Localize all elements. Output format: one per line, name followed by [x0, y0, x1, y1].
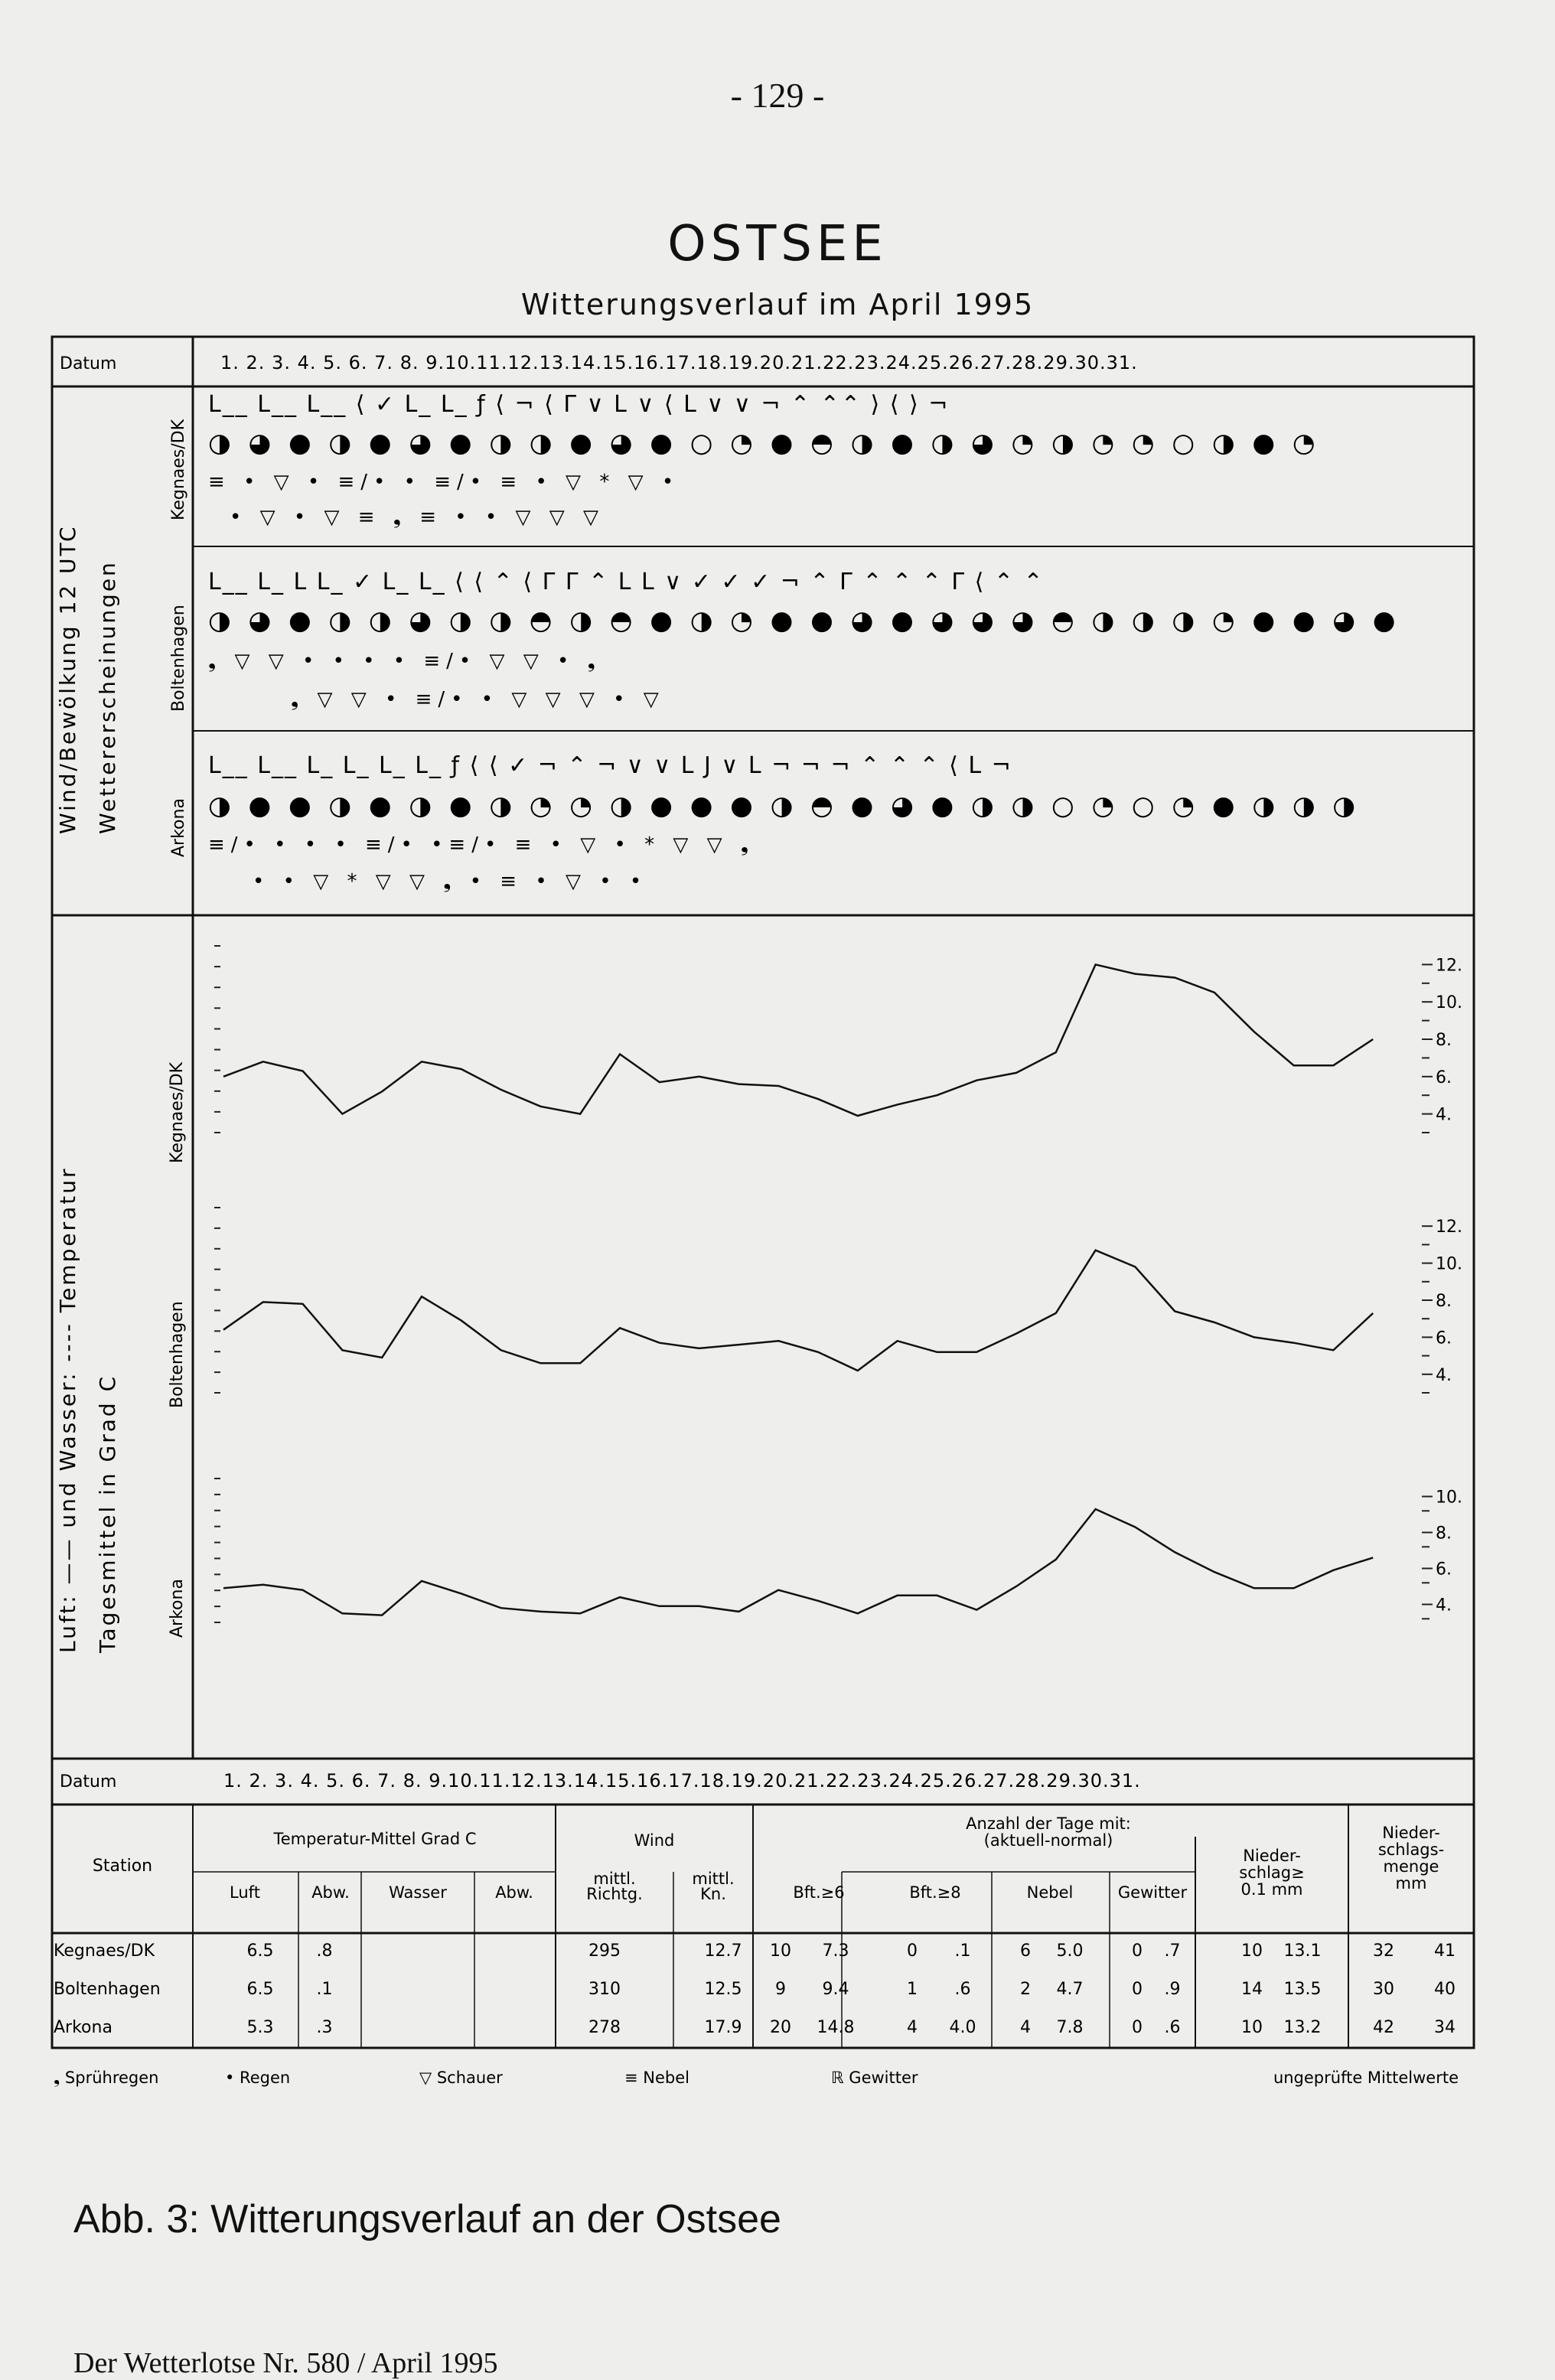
datum-label-top: Datum	[60, 354, 117, 373]
table-cell-station: Arkona	[54, 2018, 112, 2037]
legend-nebel: ≡ Nebel	[624, 2069, 689, 2087]
wind-row-arkona: L__ L__ L_ L_ L_ L_ ƒ ⟨ ⟨ ✓ ¬ ⌃ ¬ ∨ ∨ L J ∨ L ¬ ¬ ¬ ⌃ ⌃ ⌃ ⟨ L ¬	[208, 752, 1012, 779]
legend-regen: • Regen	[225, 2069, 291, 2087]
chart-subtitle: Witterungsverlauf im April 1995	[520, 288, 1035, 321]
datum-label-bottom: Datum	[60, 1772, 117, 1792]
th-richtg-2: Richtg.	[586, 1885, 643, 1903]
table-cell-menge_n: 41	[1434, 1941, 1456, 1961]
table-cell-abw: .3	[316, 2018, 333, 2037]
legend-gewitter: ℝ Gewitter	[831, 2069, 918, 2087]
table-cell-gew_a: 0	[1132, 1980, 1143, 1999]
temp-station-label-kegnaes: Kegnaes/DK	[168, 1061, 187, 1163]
y-tick-label: 10.	[1436, 993, 1462, 1013]
table-cell-nebel_n: 7.8	[1056, 2018, 1084, 2037]
th-days-subgroup: (aktuell-normal)	[983, 1831, 1113, 1850]
table-cell-gew_n: .9	[1164, 1980, 1181, 1999]
table-cell-gew_a: 0	[1132, 2018, 1143, 2037]
th-menge-2: schlags-	[1377, 1840, 1445, 1859]
th-wasser: Wasser	[389, 1883, 447, 1902]
th-nied-3: 0.1 mm	[1240, 1880, 1303, 1899]
y-tick-label: 10.	[1436, 1254, 1462, 1274]
wind-row-kegnaes: L__ L__ L__ ⟨ ✓ L_ L_ ƒ ⟨ ¬ ⟨ Γ ∨ L ∨ ⟨ L ∨ ∨ ¬ ⌃ ⌃⌃ ⟩ ⟨ ⟩ ¬	[208, 391, 950, 418]
temp-section-label-2: Tagesmittel in Grad C	[95, 1374, 120, 1653]
table-cell-nied_a: 10	[1241, 2018, 1263, 2037]
y-tick-label: 8.	[1436, 1524, 1452, 1544]
table-cell-nied_n: 13.5	[1283, 1980, 1322, 1999]
th-abw1: Abw.	[311, 1883, 350, 1902]
table-cell-richtg: 278	[588, 2018, 621, 2037]
th-luft: Luft	[230, 1883, 260, 1902]
table-cell-gew_n: .7	[1164, 1941, 1181, 1961]
th-menge-4: mm	[1395, 1874, 1427, 1893]
table-cell-bft6_n: 14.8	[817, 2018, 855, 2037]
table-cell-bft8_a: 1	[907, 1980, 918, 1999]
legend-spruehregen: ❟ Sprühregen	[54, 2069, 159, 2087]
table-cell-bft8_n: .1	[954, 1941, 971, 1961]
table-cell-nebel_n: 4.7	[1056, 1980, 1084, 1999]
series-line-boltenhagen	[223, 1250, 1373, 1371]
table-cell-gew_a: 0	[1132, 1941, 1143, 1961]
cloud-row-kegnaes: ◑ ◕ ● ◑ ● ◕ ● ◑ ◑ ● ◕ ● ○ ◔ ● ◓ ◑ ● ◑ ◕ ◔ ◑ ◔ ◔ ○ ◑ ● ◔	[208, 428, 1320, 458]
weather-row2-kegnaes: • ▽ • ▽ ≡ ❟ ≡ • • ▽ ▽ ▽	[230, 506, 605, 529]
table-cell-richtg: 295	[588, 1941, 621, 1961]
table-cell-menge_n: 40	[1434, 1980, 1456, 1999]
table-cell-nied_n: 13.2	[1283, 2018, 1322, 2037]
table-cell-bft6_a: 10	[770, 1941, 791, 1961]
statistics-table-rows	[54, 1941, 1456, 2037]
table-cell-luft: 6.5	[246, 1980, 274, 1999]
weather-row1-boltenhagen: ❟ ▽ ▽ • • • • ≡/• ▽ ▽ • ❟	[208, 650, 601, 673]
wetter-section-label: Wettererscheinungen	[95, 560, 120, 834]
y-tick-label: 4.	[1436, 1105, 1452, 1125]
table-cell-menge_a: 30	[1373, 1980, 1394, 1999]
series-line-kegnaes-dk	[223, 964, 1373, 1116]
table-cell-station: Boltenhagen	[54, 1980, 161, 1999]
days-header-bottom: 1. 2. 3. 4. 5. 6. 7. 8. 9.10.11.12.13.14.15.16.17.18.19.20.21.22.23.24.25.26.27.28.29.30.31.	[223, 1770, 1141, 1792]
table-cell-bft8_n: .6	[954, 1980, 971, 1999]
table-cell-abw: .1	[316, 1980, 333, 1999]
page-footer: Der Wetterlotse Nr. 580 / April 1995	[73, 2347, 498, 2379]
y-tick-label: 8.	[1436, 1292, 1452, 1311]
table-cell-nied_a: 10	[1241, 1941, 1263, 1961]
table-cell-bft8_a: 0	[907, 1941, 918, 1961]
table-cell-bft8_n: 4.0	[949, 2018, 976, 2037]
table-cell-luft: 5.3	[246, 2018, 274, 2037]
table-cell-bft6_n: 9.4	[822, 1980, 849, 1999]
table-cell-gew_n: .6	[1164, 2018, 1181, 2037]
table-cell-kn: 17.9	[704, 2018, 742, 2037]
th-temp-group: Temperatur-Mittel Grad C	[273, 1830, 477, 1848]
table-cell-menge_a: 32	[1373, 1941, 1394, 1961]
statistics-table	[52, 1805, 1474, 2048]
table-cell-kn: 12.7	[704, 1941, 742, 1961]
table-cell-nebel_n: 5.0	[1056, 1941, 1084, 1961]
th-menge-3: menge	[1383, 1857, 1439, 1876]
table-cell-nebel_a: 6	[1020, 1941, 1031, 1961]
table-cell-bft6_a: 20	[770, 2018, 791, 2037]
days-header-top: 1. 2. 3. 4. 5. 6. 7. 8. 9.10.11.12.13.14.15.16.17.18.19.20.21.22.23.24.25.26.27.28.29.30.31.	[220, 352, 1138, 373]
th-kn-1: mittl.	[692, 1870, 735, 1888]
station-label-boltenhagen: Boltenhagen	[169, 605, 188, 712]
table-cell-nebel_a: 2	[1020, 1980, 1031, 1999]
table-cell-nebel_a: 4	[1020, 2018, 1031, 2037]
table-cell-station: Kegnaes/DK	[54, 1941, 155, 1961]
th-nebel: Nebel	[1026, 1883, 1074, 1902]
table-cell-nied_n: 13.1	[1283, 1941, 1322, 1961]
table-cell-nied_a: 14	[1241, 1980, 1263, 1999]
wind-section-label: Wind/Bewölkung 12 UTC	[55, 524, 80, 834]
y-tick-label: 6.	[1436, 1560, 1452, 1580]
y-tick-label: 12.	[1436, 1218, 1462, 1237]
th-kn-2: Kn.	[700, 1885, 726, 1903]
y-tick-label: 12.	[1436, 956, 1462, 976]
temp-station-label-boltenhagen: Boltenhagen	[168, 1301, 187, 1408]
table-cell-abw: .8	[316, 1941, 333, 1961]
table-cell-bft6_a: 9	[775, 1980, 786, 1999]
th-richtg-1: mittl.	[593, 1870, 636, 1888]
table-cell-kn: 12.5	[704, 1980, 742, 1999]
chart-main-title: OSTSEE	[667, 216, 888, 272]
weather-row2-arkona: • • ▽ * ▽ ▽ ❟ • ≡ • ▽ • •	[253, 870, 648, 893]
th-bft8: Bft.≥8	[909, 1883, 961, 1902]
cloud-row-boltenhagen: ◑ ◕ ● ◑ ◑ ◕ ◑ ◑ ◓ ◑ ◓ ● ◑ ◔ ● ● ◕ ● ◕ ◕ ◕ ◓ ◑ ◑ ◑ ◔ ● ● ◕ ●	[208, 605, 1400, 636]
y-tick-label: 4.	[1436, 1596, 1452, 1615]
y-tick-label: 8.	[1436, 1031, 1452, 1050]
y-tick-label: 6.	[1436, 1329, 1452, 1348]
th-nied-2: schlag≥	[1239, 1863, 1305, 1882]
y-tick-label: 6.	[1436, 1068, 1452, 1087]
series-line-arkona	[223, 1509, 1373, 1615]
page-number: - 129 -	[730, 76, 825, 115]
weather-row2-boltenhagen: ❟ ▽ ▽ • ≡/• • ▽ ▽ ▽ • ▽	[291, 688, 665, 711]
table-cell-richtg: 310	[588, 1980, 621, 1999]
legend-note: ungeprüfte Mittelwerte	[1273, 2069, 1459, 2087]
th-menge-1: Nieder-	[1382, 1824, 1440, 1842]
th-days-group: Anzahl der Tage mit:	[966, 1814, 1131, 1833]
th-nied-1: Nieder-	[1243, 1847, 1301, 1865]
temp-section-label-1: Luft: —— und Wasser: ---- Temperatur	[55, 1166, 80, 1653]
table-cell-bft8_a: 4	[907, 2018, 918, 2037]
y-tick-label: 4.	[1436, 1365, 1452, 1385]
th-station: Station	[92, 1857, 153, 1876]
figure-caption: Abb. 3: Witterungsverlauf an der Ostsee	[73, 2197, 781, 2241]
cloud-row-arkona: ◑ ● ● ◑ ● ◑ ● ◑ ◔ ◔ ◑ ● ● ● ◑ ◓ ● ◕ ● ◑ ◑ ○ ◔ ○ ◔ ● ◑ ◑ ◑	[208, 791, 1360, 821]
table-cell-luft: 6.5	[246, 1941, 274, 1961]
table-cell-bft6_n: 7.3	[822, 1941, 849, 1961]
wind-row-boltenhagen: L__ L_ L L_ ✓ L_ L_ ⟨ ⟨ ⌃ ⟨ Γ Γ ⌃ L L ∨ ✓ ✓ ✓ ¬ ⌃ Γ ⌃ ⌃ ⌃ Γ ⟨ ⌃ ⌃	[208, 569, 1045, 595]
weather-row1-arkona: ≡/• • • • ≡/• •≡/• ≡ • ▽ • * ▽ ▽ ❟	[208, 833, 755, 856]
th-bft6: Bft.≥6	[793, 1883, 845, 1902]
th-gewitter: Gewitter	[1117, 1883, 1188, 1902]
temperature-plots	[214, 946, 1462, 1622]
table-cell-menge_a: 42	[1373, 2018, 1394, 2037]
y-tick-label: 10.	[1436, 1488, 1462, 1508]
temp-station-label-arkona: Arkona	[168, 1579, 187, 1638]
th-wind-group: Wind	[634, 1831, 675, 1850]
station-label-kegnaes: Kegnaes/DK	[169, 419, 188, 520]
station-label-arkona: Arkona	[169, 798, 188, 857]
weather-row1-kegnaes: ≡ • ▽ • ≡/• • ≡/• ≡ • ▽ * ▽ •	[208, 471, 680, 494]
legend-schauer: ▽ Schauer	[419, 2069, 503, 2087]
table-cell-menge_n: 34	[1434, 2018, 1456, 2037]
th-abw2: Abw.	[495, 1883, 533, 1902]
